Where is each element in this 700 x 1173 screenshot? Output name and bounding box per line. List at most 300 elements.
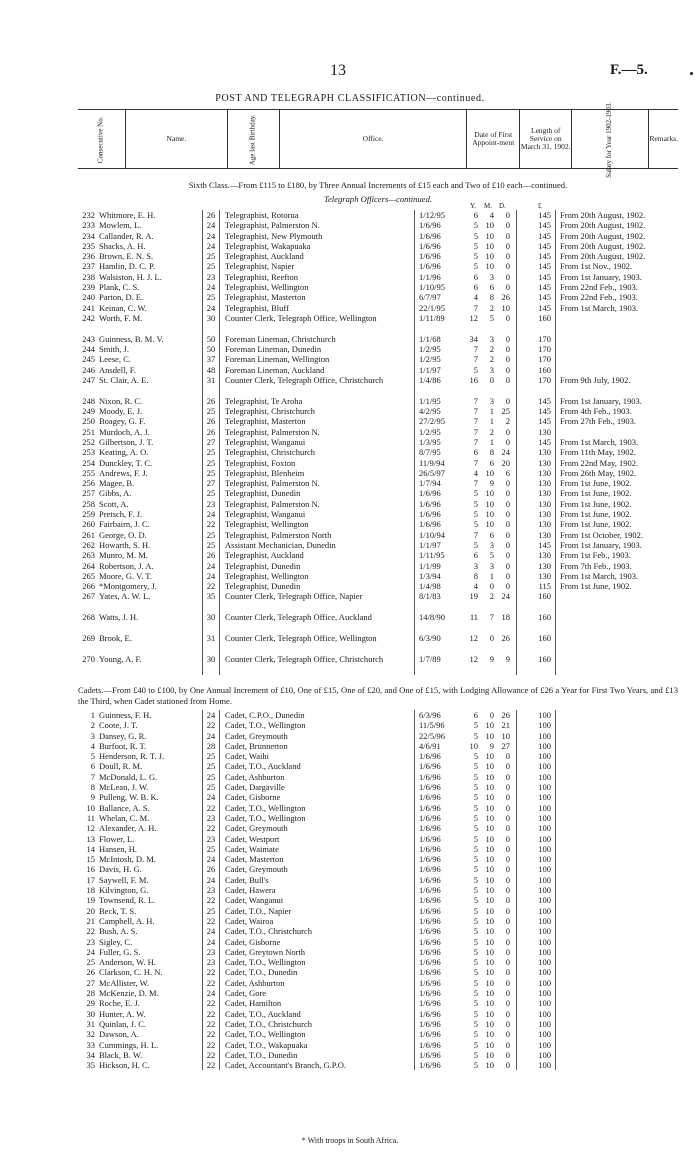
age: 25: [202, 292, 220, 302]
service-months: 10: [485, 519, 494, 530]
appointment-date: 1/3/94: [414, 571, 469, 581]
header-appointment: Date of First Appoint-ment: [467, 110, 520, 169]
service-months: 10: [485, 467, 494, 478]
service-months: 10: [485, 823, 494, 834]
age: 25: [202, 488, 220, 498]
service-years: 5: [473, 864, 478, 875]
salary: 130: [516, 447, 556, 457]
office: Cadet, T.O., Wellington: [225, 802, 306, 813]
service-years: 5: [473, 792, 478, 803]
service-years: 5: [473, 854, 478, 865]
office: Assistant Mechanician, Dunedin: [225, 539, 336, 550]
age: 25: [202, 761, 220, 771]
employee-name: George, O. D.: [99, 529, 147, 540]
service-years: 5: [473, 1008, 478, 1019]
office: Cadet, T.O., Auckland: [225, 1008, 301, 1019]
service-days: 0: [505, 488, 510, 499]
appointment-date: 1/6/96: [414, 220, 469, 230]
service-years: 12: [469, 632, 478, 643]
office: Cadet, Accountant's Branch, G.P.O.: [225, 1060, 346, 1071]
row-number: 238: [82, 271, 95, 282]
age: 23: [202, 957, 220, 967]
service-years: 12: [469, 653, 478, 664]
age: 22: [202, 720, 220, 730]
unit-y: Y.: [470, 202, 476, 210]
service-months: 10: [485, 998, 494, 1009]
employee-name: McDonald, L. G.: [99, 771, 158, 782]
service-months: 10: [485, 782, 494, 793]
service-years: 7: [473, 478, 478, 489]
row-number: 264: [82, 560, 95, 571]
appointment-date: 1/6/96: [414, 1060, 469, 1070]
service-days: 0: [505, 374, 510, 385]
table-row: [78, 772, 678, 782]
service-days: 0: [505, 1008, 510, 1019]
appointment-date: 1/6/96: [414, 782, 469, 792]
row-number: 11: [86, 812, 95, 823]
service-years: 6: [473, 710, 478, 720]
employee-name: Hansen, H.: [99, 843, 138, 854]
salary: 145: [516, 231, 556, 241]
service-months: 10: [485, 1060, 494, 1071]
employee-name: Whelan, C. M.: [99, 812, 150, 823]
service-years: 5: [473, 1049, 478, 1060]
remarks: From 27th Feb., 1903.: [560, 416, 637, 427]
table-row: [78, 241, 678, 251]
service-days: 27: [501, 740, 510, 751]
salary: 130: [516, 571, 556, 581]
service-months: 10: [485, 895, 494, 906]
service-days: 0: [505, 312, 510, 323]
age: 23: [202, 813, 220, 823]
service-months: 10: [485, 874, 494, 885]
table-row: [78, 272, 678, 282]
appointment-date: 1/6/96: [414, 895, 469, 905]
row-number: 18: [86, 885, 95, 896]
salary: 145: [516, 261, 556, 271]
office: Telegraphist, Wellington: [225, 570, 309, 581]
header-name: Name.: [125, 110, 227, 169]
service-years: 5: [473, 720, 478, 731]
appointment-date: 1/6/96: [414, 978, 469, 988]
office: Counter Clerk, Telegraph Office, Napier: [225, 591, 363, 602]
appointment-date: 8/7/95: [414, 447, 469, 457]
table-row: [78, 926, 678, 936]
age: 24: [202, 571, 220, 581]
row-number: 257: [82, 488, 95, 499]
service-years: 8: [473, 570, 478, 581]
row-number: 232: [82, 210, 95, 220]
appointment-date: 1/10/94: [414, 530, 469, 540]
employee-name: Moore, G. V. T.: [99, 570, 152, 581]
salary: 100: [516, 772, 556, 782]
office: Cadet, Dargaville: [225, 782, 285, 793]
service-years: 7: [473, 457, 478, 468]
service-years: 5: [473, 885, 478, 896]
service-years: 5: [473, 812, 478, 823]
age: 25: [202, 844, 220, 854]
remarks: From 1st June, 1902.: [560, 519, 632, 530]
appointment-date: 1/1/99: [414, 561, 469, 571]
service-days: 0: [505, 354, 510, 365]
service-days: 0: [505, 771, 510, 782]
appointment-date: 1/1/97: [414, 365, 469, 375]
service-months: 5: [489, 312, 494, 323]
salary: 145: [516, 540, 556, 550]
appointment-date: 1/6/96: [414, 241, 469, 251]
service-days: 0: [505, 1039, 510, 1050]
employee-name: Bush, A. S.: [99, 926, 138, 937]
service-months: 10: [485, 509, 494, 520]
age: 24: [202, 875, 220, 885]
employee-name: Quinlan, J. C.: [99, 1018, 146, 1029]
office: Cadet, Greymouth: [225, 730, 288, 741]
service-years: 5: [473, 1029, 478, 1040]
service-days: 0: [505, 977, 510, 988]
employee-name: Townsend, R. L.: [99, 895, 156, 906]
salary: 145: [516, 416, 556, 426]
service-months: 1: [489, 570, 494, 581]
service-years: 11: [469, 612, 478, 623]
appointment-date: 1/6/96: [414, 488, 469, 498]
employee-name: Pretsch, F. J.: [99, 509, 143, 520]
employee-name: Doull, R. M.: [99, 761, 143, 772]
age: 24: [202, 731, 220, 741]
employee-name: Keinan, C. W.: [99, 302, 147, 313]
remarks: From 1st June, 1902.: [560, 488, 632, 499]
table-row: [78, 468, 678, 478]
appointment-date: 6/7/97: [414, 292, 469, 302]
service-years: 5: [473, 539, 478, 550]
office: Telegraphist, Auckland: [225, 550, 304, 561]
employee-name: Campbell, A. H.: [99, 915, 155, 926]
employee-name: Nixon, R. C.: [99, 395, 143, 406]
service-months: 10: [485, 936, 494, 947]
service-days: 0: [505, 220, 510, 231]
table-row: [78, 885, 678, 895]
table-row: [78, 741, 678, 751]
appointment-date: 14/8/90: [414, 612, 469, 633]
service-days: 0: [505, 792, 510, 803]
table-row: [78, 344, 678, 354]
table-row: [78, 761, 678, 771]
salary: 160: [516, 313, 556, 334]
table-row: [78, 375, 678, 396]
row-number: 20: [86, 905, 95, 916]
employee-name: St. Clair, A. E.: [99, 374, 149, 385]
service-days: 10: [501, 730, 510, 741]
page-title: POST AND TELEGRAPH CLASSIFICATION—continued.: [215, 93, 485, 104]
table-row: [78, 978, 678, 988]
appointment-date: 1/6/96: [414, 1029, 469, 1039]
salary: 100: [516, 731, 556, 741]
row-number: 12: [86, 823, 95, 834]
row-number: 14: [86, 843, 95, 854]
employee-name: Saywell, F. M.: [99, 874, 149, 885]
table-row: [78, 864, 678, 874]
salary: 145: [516, 220, 556, 230]
remarks: From 11th May, 1902.: [560, 447, 636, 458]
service-months: 2: [489, 354, 494, 365]
employee-name: Fuller, G. S.: [99, 946, 141, 957]
table-row: [78, 1060, 678, 1070]
service-days: 0: [505, 560, 510, 571]
age: 24: [202, 220, 220, 230]
row-number: 261: [82, 529, 95, 540]
service-years: 5: [473, 519, 478, 530]
row-number: 269: [82, 632, 95, 643]
service-months: 0: [489, 632, 494, 643]
table-row: [78, 427, 678, 437]
office: Cadet, Wanganui: [225, 895, 284, 906]
service-days: 0: [505, 1029, 510, 1040]
service-years: 5: [473, 761, 478, 772]
salary: 100: [516, 844, 556, 854]
appointment-date: 1/11/95: [414, 550, 469, 560]
office: Telegraphist, Te Aroha: [225, 395, 303, 406]
service-days: 0: [505, 936, 510, 947]
service-months: 1: [489, 416, 494, 427]
table-row: [78, 823, 678, 833]
salary: 100: [516, 1060, 556, 1070]
age: 37: [202, 354, 220, 364]
row-number: 240: [82, 292, 95, 303]
page-reference: F.—5.: [610, 62, 648, 78]
salary: 100: [516, 823, 556, 833]
service-days: 20: [501, 457, 510, 468]
table-row: [78, 488, 678, 498]
service-months: 2: [489, 426, 494, 437]
age: 22: [202, 581, 220, 591]
table-row: [78, 313, 678, 334]
salary: 145: [516, 396, 556, 406]
appointment-date: 1/6/96: [414, 231, 469, 241]
employee-name: McLean, J. W.: [99, 782, 149, 793]
service-months: 0: [489, 374, 494, 385]
salary: 130: [516, 499, 556, 509]
office: Cadet, Westport: [225, 833, 280, 844]
office: Counter Clerk, Telegraph Office, Auckland: [225, 612, 372, 623]
row-number: 234: [82, 230, 95, 241]
appointment-date: 1/6/96: [414, 957, 469, 967]
service-months: 6: [489, 282, 494, 293]
employee-name: Ansdell, F.: [99, 364, 136, 375]
age: 26: [202, 550, 220, 560]
decorative-dot: [690, 72, 693, 75]
salary: 100: [516, 1050, 556, 1060]
table-row: [78, 251, 678, 261]
service-days: 0: [505, 1060, 510, 1071]
age: 23: [202, 272, 220, 282]
table-row: [78, 792, 678, 802]
table-row: [78, 499, 678, 509]
table-row: [78, 813, 678, 823]
service-months: 10: [485, 261, 494, 272]
service-months: 3: [489, 539, 494, 550]
service-days: 10: [501, 302, 510, 313]
row-number: 251: [82, 426, 95, 437]
salary: 170: [516, 354, 556, 364]
row-number: 245: [82, 354, 95, 365]
employee-name: *Montgomery, J.: [99, 581, 157, 592]
appointment-date: 1/6/96: [414, 823, 469, 833]
service-days: 0: [505, 240, 510, 251]
service-days: 21: [501, 720, 510, 731]
page-number: 13: [330, 62, 346, 79]
salary: 130: [516, 488, 556, 498]
row-number: 34: [86, 1049, 95, 1060]
table-row: [78, 231, 678, 241]
unit-pound: £: [538, 202, 542, 210]
employee-name: Moody, E. J.: [99, 406, 143, 417]
office: Telegraphist, Christchurch: [225, 406, 316, 417]
appointment-date: 1/4/98: [414, 581, 469, 591]
table-row: [78, 303, 678, 313]
service-months: 10: [485, 751, 494, 762]
service-years: 5: [473, 498, 478, 509]
service-days: 25: [501, 406, 510, 417]
age: 22: [202, 998, 220, 1008]
service-years: 7: [473, 416, 478, 427]
employee-name: Roche, E. J.: [99, 998, 140, 1009]
salary: 145: [516, 303, 556, 313]
salary: 100: [516, 803, 556, 813]
service-days: 0: [505, 581, 510, 592]
service-years: 5: [473, 1060, 478, 1071]
service-years: 16: [469, 374, 478, 385]
appointment-date: 1/2/95: [414, 344, 469, 354]
service-days: 9: [505, 653, 510, 664]
office: Telegraphist, Dunedin: [225, 560, 301, 571]
office: Cadet, Waihi: [225, 751, 270, 762]
salary: 145: [516, 437, 556, 447]
service-months: 2: [489, 591, 494, 602]
table-row: [78, 210, 678, 220]
appointment-date: 1/6/96: [414, 499, 469, 509]
table-row: [78, 581, 678, 591]
appointment-date: 6/3/96: [414, 710, 469, 720]
appointment-date: 1/6/96: [414, 937, 469, 947]
office: Telegraphist, Napier: [225, 261, 295, 272]
service-days: 0: [505, 498, 510, 509]
salary: 145: [516, 406, 556, 416]
row-number: 247: [82, 374, 95, 385]
employee-name: Flower, L.: [99, 833, 135, 844]
service-days: 0: [505, 1049, 510, 1060]
employee-name: Keating, A. O.: [99, 447, 149, 458]
service-months: 10: [485, 915, 494, 926]
office: Telegraphist, Reefton: [225, 271, 299, 282]
table-row: [78, 334, 678, 344]
table-row: [78, 282, 678, 292]
unit-m: M.: [484, 202, 492, 210]
row-number: 30: [86, 1008, 95, 1019]
salary: 100: [516, 761, 556, 771]
salary: 100: [516, 988, 556, 998]
remarks: From 22nd May, 1902.: [560, 457, 639, 468]
remarks: From 1st March, 1903.: [560, 570, 639, 581]
salary: 100: [516, 926, 556, 936]
employee-name: Murdoch, A. J.: [99, 426, 150, 437]
service-years: 19: [469, 591, 478, 602]
service-days: 24: [501, 591, 510, 602]
office: Cadet, T.O., Wellington: [225, 1029, 306, 1040]
row-number: 265: [82, 570, 95, 581]
service-years: 5: [473, 751, 478, 762]
service-months: 8: [489, 292, 494, 303]
age: 27: [202, 478, 220, 488]
age: 24: [202, 988, 220, 998]
service-years: 5: [473, 782, 478, 793]
employee-name: Robertson, J. A.: [99, 560, 154, 571]
service-months: 8: [489, 447, 494, 458]
employee-name: Burfoot, R. T.: [99, 740, 147, 751]
employee-name: Black, B. W.: [99, 1049, 143, 1060]
table-row: [78, 854, 678, 864]
office: Counter Clerk, Telegraph Office, Christchurch: [225, 653, 384, 664]
employee-name: Kilvington, G.: [99, 885, 149, 896]
service-days: 0: [505, 251, 510, 262]
service-days: 0: [505, 436, 510, 447]
salary: 145: [516, 251, 556, 261]
table-row: [78, 416, 678, 426]
salary: 130: [516, 468, 556, 478]
service-days: 26: [501, 292, 510, 303]
employee-name: Cummings, H. L.: [99, 1039, 159, 1050]
service-months: 10: [485, 812, 494, 823]
office: Cadet, Brunnerton: [225, 740, 288, 751]
age: 30: [202, 313, 220, 334]
age: 24: [202, 231, 220, 241]
office: Telegraphist, Blenheim: [225, 467, 305, 478]
remarks: From 9th July, 1902.: [560, 374, 631, 385]
office: Cadet, Masterton: [225, 854, 284, 865]
service-days: 0: [505, 529, 510, 540]
service-years: 5: [473, 261, 478, 272]
service-months: 7: [489, 612, 494, 623]
remarks: From 22nd Feb., 1903.: [560, 292, 638, 303]
office: Telegraphist, Palmerston N.: [225, 498, 320, 509]
service-months: 10: [485, 720, 494, 731]
age: 25: [202, 447, 220, 457]
table-row: [78, 478, 678, 488]
service-years: 5: [473, 926, 478, 937]
office: Cadet, Gisborne: [225, 792, 281, 803]
age: 22: [202, 916, 220, 926]
row-number: 28: [86, 988, 95, 999]
service-days: 0: [505, 874, 510, 885]
employee-name: McKenzie, D. M.: [99, 988, 159, 999]
row-number: 253: [82, 447, 95, 458]
office: Telegraphist, Masterton: [225, 292, 306, 303]
age: 48: [202, 365, 220, 375]
appointment-date: 1/6/96: [414, 761, 469, 771]
office: Cadet, Hamilton: [225, 998, 282, 1009]
age: 25: [202, 251, 220, 261]
salary: 100: [516, 720, 556, 730]
employee-name: Davis, H. G.: [99, 864, 142, 875]
employee-name: McAllister, W.: [99, 977, 149, 988]
appointment-date: 4/6/91: [414, 741, 469, 751]
salary: 130: [516, 550, 556, 560]
employee-name: Howarth, S. H.: [99, 539, 151, 550]
salary: 100: [516, 998, 556, 1008]
service-months: 10: [485, 1018, 494, 1029]
office: Telegraphist, Wanganui: [225, 436, 306, 447]
service-days: 26: [501, 632, 510, 643]
row-number: 19: [86, 895, 95, 906]
header-service: Length of Service on March 31, 1902.: [520, 110, 572, 169]
